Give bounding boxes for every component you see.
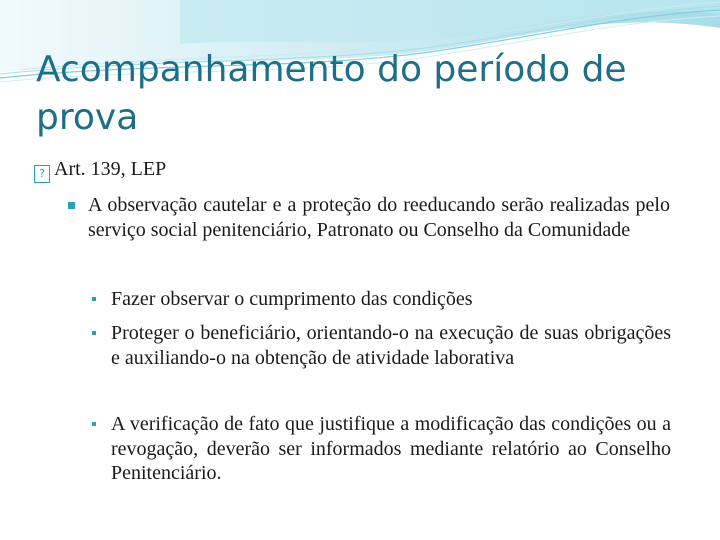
level3-text: Proteger o beneficiário, orientando-o na execução de suas obrigações e auxiliando-o na obtenção de atividade laborativa <box>111 322 671 369</box>
slide-title: Acompanhamento do período de prova <box>36 49 627 138</box>
level3-item <box>111 287 671 312</box>
level2-text: A observação cautelar e a proteção do reeducando serão realizadas pelo serviço social penitenciário, Patronato ou Conselho da Comunidade <box>88 194 670 241</box>
small-square-bullet-icon <box>92 331 96 335</box>
level3-item <box>111 321 671 370</box>
small-square-bullet-icon <box>92 422 96 426</box>
square-bullet-icon <box>68 202 75 209</box>
small-square-bullet-icon <box>92 297 96 301</box>
level3-text: Fazer observar o cumprimento das condições <box>111 288 473 310</box>
level3-text: A verificação de fato que justifique a modificação das condições ou a revogação, deverão ser informados mediante relatório ao Conselho Penitenciário. <box>111 413 671 484</box>
level1-item <box>34 156 166 183</box>
level2-item <box>88 193 670 242</box>
level1-heading: Art. 139, LEP <box>54 158 167 180</box>
missing-glyph-box-icon: ? <box>34 165 50 183</box>
level3-item <box>111 412 671 486</box>
